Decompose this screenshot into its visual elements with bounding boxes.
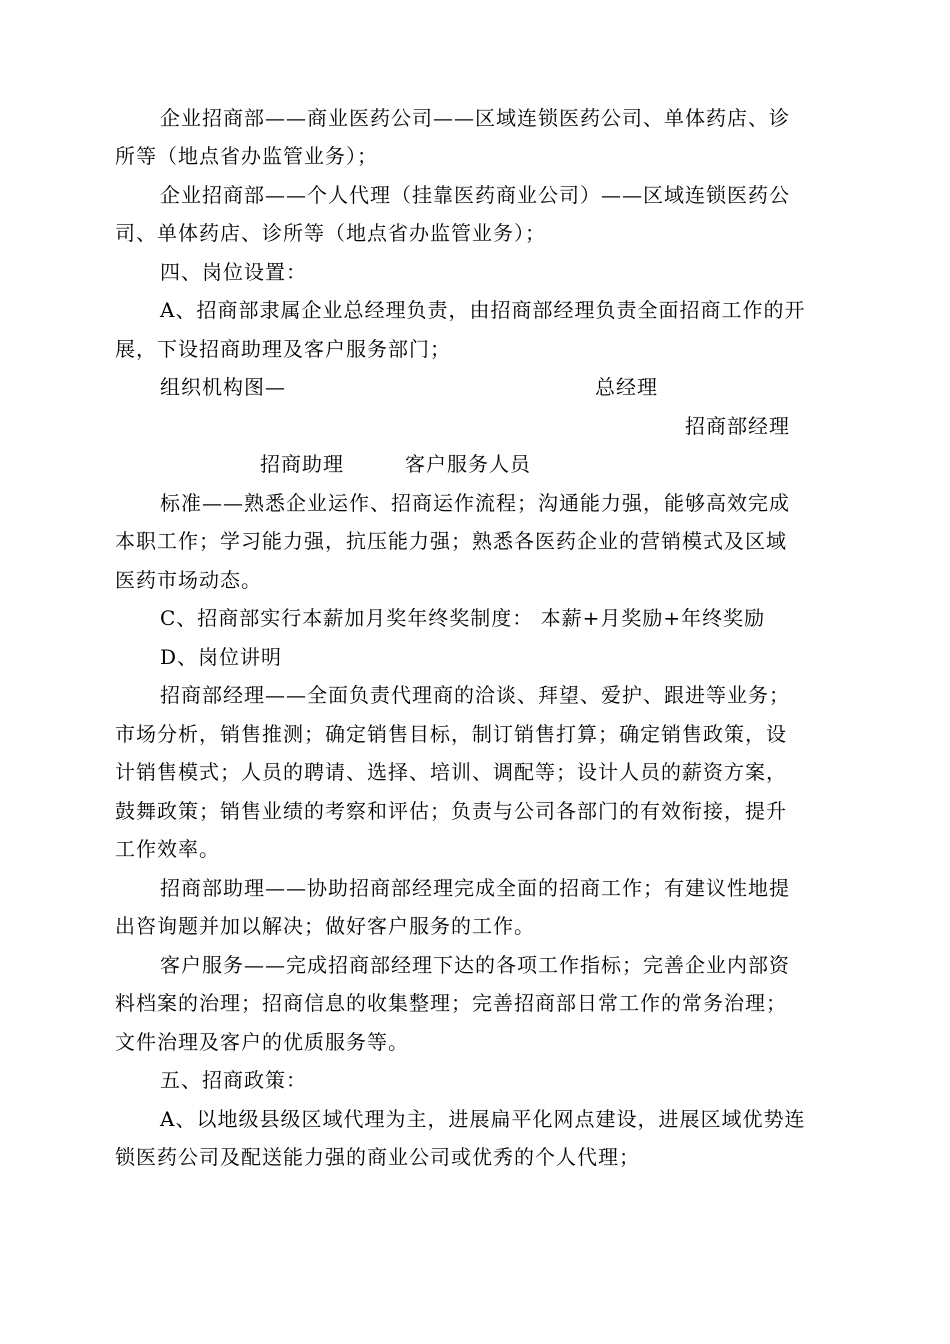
text-line: A、招商部隶属企业总经理负责，由招商部经理负责全面招商工作的开	[160, 298, 806, 322]
text-line: 医药市场动态。	[115, 568, 262, 592]
org-node-investment-assistant: 招商助理	[260, 452, 344, 476]
section-heading: 五、招商政策：	[160, 1068, 307, 1092]
text-line: 锁医药公司及配送能力强的商业公司或优秀的个人代理；	[115, 1145, 640, 1169]
text-line: 计销售模式；人员的聘请、选择、培训、调配等；设计人员的薪资方案，	[115, 760, 787, 784]
text-line: D、岗位讲明	[160, 645, 283, 669]
org-node-general-manager: 总经理	[595, 375, 658, 399]
org-chart-label: 组织机构图—	[160, 375, 286, 399]
text-line: 所等（地点省办监管业务）；	[115, 144, 378, 168]
text-line: 企业招商部——商业医药公司——区域连锁医药公司、单体药店、诊	[160, 106, 790, 130]
text-line: 展，下设招商助理及客户服务部门；	[115, 337, 451, 361]
text-line: 料档案的治理；招商信息的收集整理；完善招商部日常工作的常务治理；	[115, 991, 787, 1015]
text-line: 招商部助理——协助招商部经理完成全面的招商工作；有建议性地提	[160, 876, 790, 900]
text-line: 企业招商部——个人代理（挂靠医药商业公司）——区域连锁医药公	[160, 183, 790, 207]
text-line: 标准——熟悉企业运作、招商运作流程；沟通能力强，能够高效完成	[160, 491, 790, 515]
text-line: 鼓舞政策；销售业绩的考察和评估；负责与公司各部门的有效衔接，提升	[115, 799, 787, 823]
text-line: 出咨询题并加以解决；做好客户服务的工作。	[115, 914, 535, 938]
text-line: 司、单体药店、诊所等（地点省办监管业务）；	[115, 221, 546, 245]
text-line: 市场分析，销售推测；确定销售目标，制订销售打算；确定销售政策，设	[115, 722, 787, 746]
org-node-investment-manager: 招商部经理	[685, 414, 790, 438]
section-heading: 四、岗位设置：	[160, 260, 307, 284]
text-line: 客户服务——完成招商部经理下达的各项工作指标；完善企业内部资	[160, 953, 790, 977]
text-line: A、以地级县级区域代理为主，进展扁平化网点建设，进展区域优势连	[160, 1107, 806, 1131]
text-line: 招商部经理——全面负责代理商的洽谈、拜望、爱护、跟进等业务；	[160, 683, 790, 707]
text-line: 工作效率。	[115, 837, 220, 861]
text-line: 本职工作；学习能力强，抗压能力强；熟悉各医药企业的营销模式及区域	[115, 529, 787, 553]
text-line: 文件治理及客户的优质服务等。	[115, 1030, 409, 1054]
text-line: C、招商部实行本薪加月奖年终奖制度： 本薪+月奖励+年终奖励	[160, 606, 766, 630]
org-node-customer-service: 客户服务人员	[405, 452, 531, 476]
